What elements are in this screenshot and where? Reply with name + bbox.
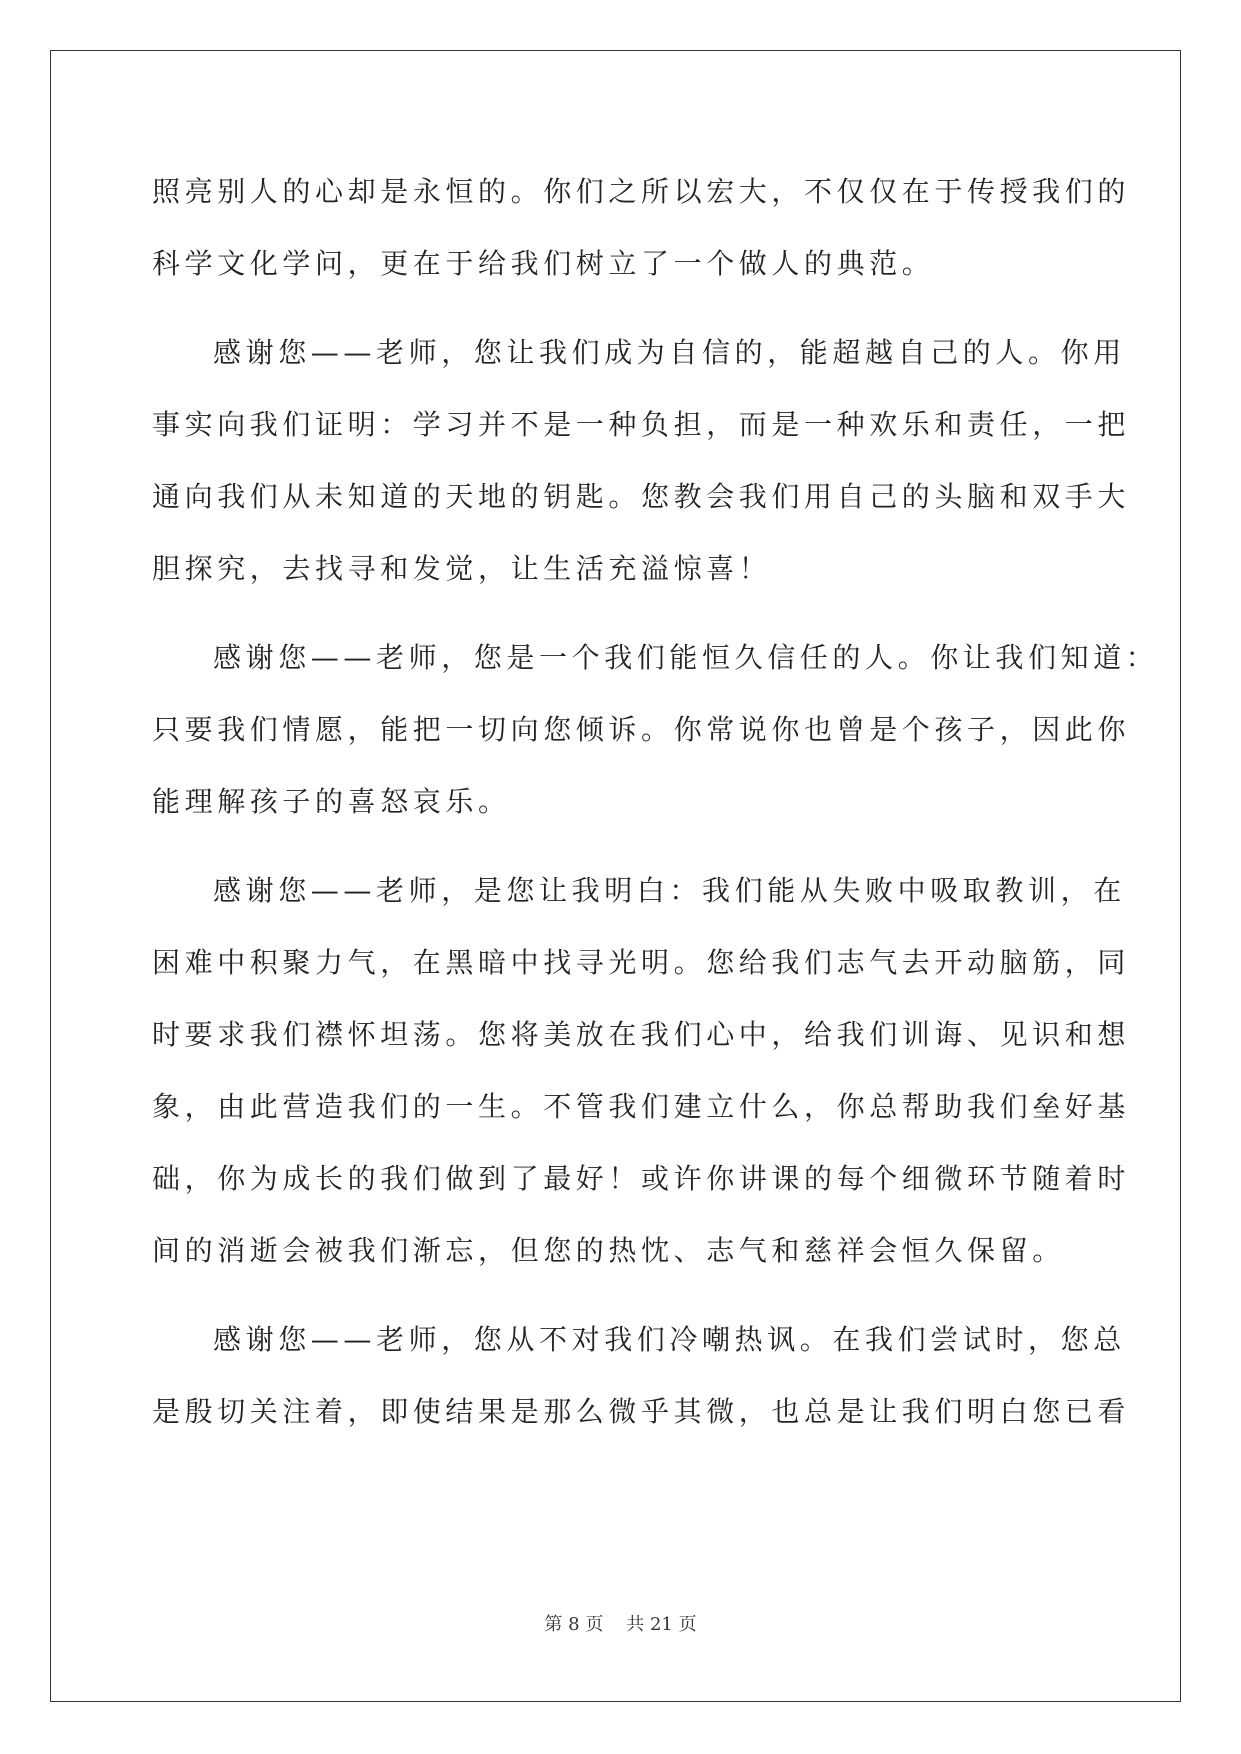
paragraph-first-line: 感谢您——老师，您是一个我们能恒久信任的人。你让我们知道： xyxy=(213,641,1159,674)
text-line: 时要求我们襟怀坦荡。您将美放在我们心中，给我们训诲、见识和想 xyxy=(152,1018,1131,1051)
text-line: 通向我们从未知道的天地的钥匙。您教会我们用自己的头脑和双手大 xyxy=(152,480,1131,513)
paragraph-first-line: 感谢您——老师，您从不对我们冷嘲热讽。在我们尝试时，您总 xyxy=(213,1323,1126,1356)
text-line: 事实向我们证明：学习并不是一种负担，而是一种欢乐和责任，一把 xyxy=(152,408,1131,441)
text-line: 间的消逝会被我们渐忘，但您的热忱、志气和慈祥会恒久保留。 xyxy=(152,1234,1065,1267)
text-line: 础，你为成长的我们做到了最好！或许你讲课的每个细微环节随着时 xyxy=(152,1162,1131,1195)
text-line: 是殷切关注着，即使结果是那么微乎其微，也总是让我们明白您已看 xyxy=(152,1395,1131,1428)
paragraph-first-line: 感谢您——老师，您让我们成为自信的，能超越自己的人。你用 xyxy=(213,336,1126,369)
text-line: 能理解孩子的喜怒哀乐。 xyxy=(152,785,511,818)
total-pages: 共 21 页 xyxy=(626,1614,697,1635)
text-line: 困难中积聚力气，在黑暗中找寻光明。您给我们志气去开动脑筋，同 xyxy=(152,946,1131,979)
page-number: 第 8 页 xyxy=(544,1614,604,1635)
text-line: 胆探究，去找寻和发觉，让生活充溢惊喜！ xyxy=(152,552,772,585)
page-footer xyxy=(0,1613,1241,1637)
paragraph-first-line: 感谢您——老师，是您让我明白：我们能从失败中吸取教训，在 xyxy=(213,874,1126,907)
text-line: 象，由此营造我们的一生。不管我们建立什么，你总帮助我们垒好基 xyxy=(152,1090,1131,1123)
text-line: 科学文化学问，更在于给我们树立了一个做人的典范。 xyxy=(152,247,935,280)
text-line: 照亮别人的心却是永恒的。你们之所以宏大，不仅仅在于传授我们的 xyxy=(152,175,1131,208)
text-line: 只要我们情愿，能把一切向您倾诉。你常说你也曾是个孩子，因此你 xyxy=(152,713,1131,746)
